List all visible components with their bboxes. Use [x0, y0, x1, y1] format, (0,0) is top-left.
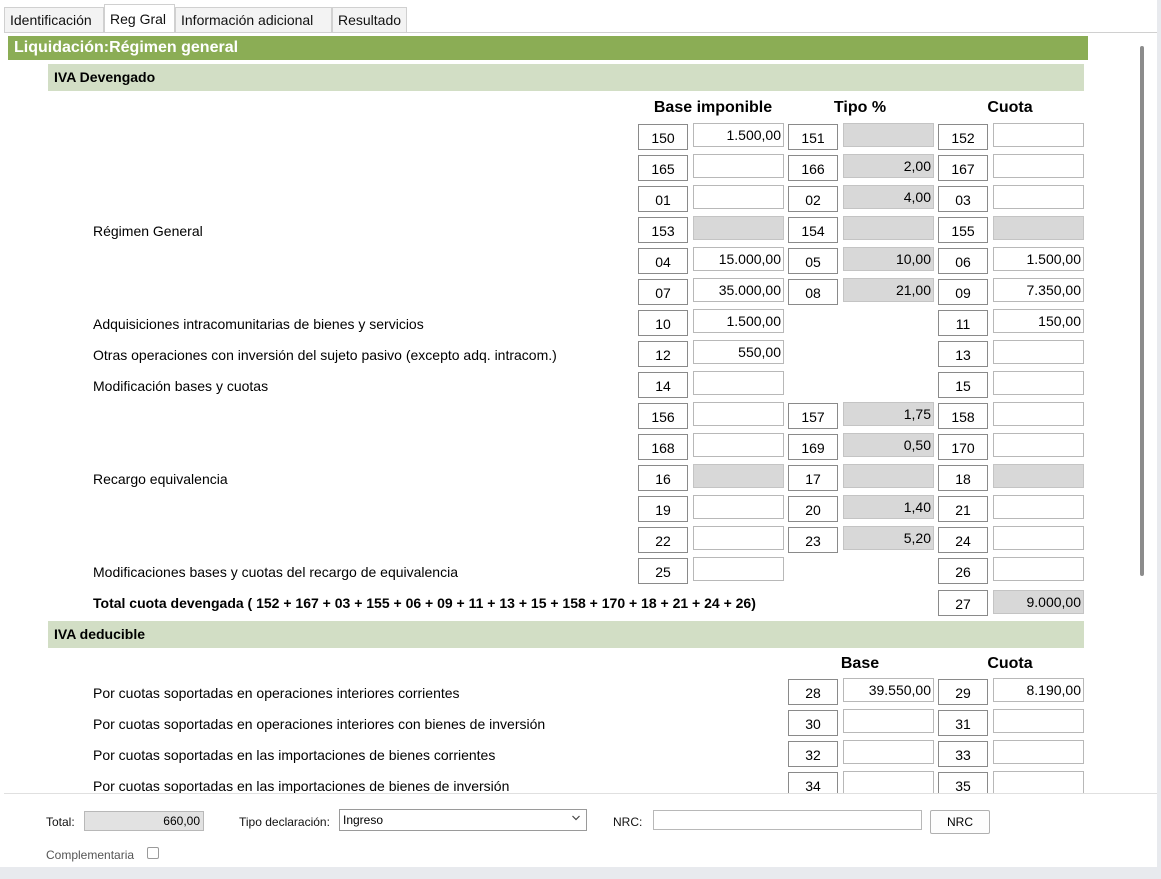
code-box: 20 [788, 496, 838, 522]
code-box: 32 [788, 741, 838, 767]
code-box: 28 [788, 679, 838, 705]
right-edge [1157, 0, 1161, 879]
section-iva-deducible: IVA deducible [48, 621, 1084, 648]
label-modificacion: Modificación bases y cuotas [93, 378, 269, 394]
cuota-field[interactable] [993, 495, 1084, 519]
cuota-field[interactable] [993, 709, 1084, 733]
tipo-field [843, 216, 934, 240]
page-title: Liquidación:Régimen general [8, 36, 1088, 60]
code-box: 12 [638, 341, 688, 367]
tipo-field: 5,20 [843, 526, 934, 550]
code-box: 14 [638, 372, 688, 398]
code-box: 33 [938, 741, 988, 767]
tipo-declaracion-value: Ingreso [343, 813, 384, 827]
nrc-label: NRC: [613, 815, 643, 829]
tab-informacion-adicional[interactable]: Información adicional [175, 7, 332, 32]
base-field[interactable] [843, 709, 934, 733]
code-box: 05 [788, 248, 838, 274]
code-box: 06 [938, 248, 988, 274]
label-modificaciones-recargo: Modificaciones bases y cuotas del recargo de equivalencia [93, 564, 458, 580]
section-iva-devengado: IVA Devengado [48, 64, 1084, 91]
code-box: 158 [938, 403, 988, 429]
base-field[interactable]: 39.550,00 [843, 678, 934, 702]
tipo-field: 10,00 [843, 247, 934, 271]
label-otras-operaciones: Otras operaciones con inversión del sujeto pasivo (excepto adq. intracom.) [93, 347, 557, 363]
label-regimen-general: Régimen General [93, 223, 203, 239]
tab-reg-gral[interactable]: Reg Gral [104, 4, 175, 33]
code-box: 150 [638, 124, 688, 150]
code-box: 25 [638, 558, 688, 584]
code-box: 02 [788, 186, 838, 212]
base-field[interactable] [693, 557, 784, 581]
tipo-declaracion-label: Tipo declaración: [239, 815, 330, 829]
complementaria-checkbox[interactable] [147, 847, 159, 859]
code-box: 21 [938, 496, 988, 522]
base-field[interactable]: 35.000,00 [693, 278, 784, 302]
vertical-scrollbar[interactable] [1139, 46, 1147, 793]
code-box: 151 [788, 124, 838, 150]
code-box: 15 [938, 372, 988, 398]
cuota-field [993, 464, 1084, 488]
code-box: 165 [638, 155, 688, 181]
tab-identificacion[interactable]: Identificación [4, 7, 104, 32]
code-box: 169 [788, 434, 838, 460]
scrollbar-thumb[interactable] [1140, 46, 1144, 576]
base-field[interactable] [693, 402, 784, 426]
code-box: 155 [938, 217, 988, 243]
code-box: 27 [938, 590, 988, 616]
label-adquisiciones: Adquisiciones intracomunitarias de bienes y servicios [93, 316, 424, 332]
code-box: 168 [638, 434, 688, 460]
tipo-field: 21,00 [843, 278, 934, 302]
code-box: 16 [638, 465, 688, 491]
tipo-field: 1,40 [843, 495, 934, 519]
code-box: 04 [638, 248, 688, 274]
bottom-edge [0, 867, 1161, 879]
cuota-field[interactable] [993, 154, 1084, 178]
nrc-button[interactable]: NRC [930, 810, 990, 834]
deducible-row-label: Por cuotas soportadas en operaciones interiores con bienes de inversión [93, 716, 546, 732]
cuota-field[interactable] [993, 371, 1084, 395]
cuota-field[interactable] [993, 557, 1084, 581]
code-box: 11 [938, 310, 988, 336]
base-field[interactable] [693, 495, 784, 519]
base-field[interactable]: 1.500,00 [693, 123, 784, 147]
cuota-field[interactable] [993, 740, 1084, 764]
base-field[interactable] [693, 154, 784, 178]
code-box: 154 [788, 217, 838, 243]
header-base-imponible: Base imponible [653, 99, 773, 116]
header-cuota-deducible: Cuota [987, 655, 1033, 672]
base-field[interactable] [693, 526, 784, 550]
code-box: 08 [788, 279, 838, 305]
code-box: 152 [938, 124, 988, 150]
cuota-field[interactable]: 150,00 [993, 309, 1084, 333]
deducible-row-label: Por cuotas soportadas en las importaciones de bienes de inversión [93, 778, 510, 793]
deducible-row-label: Por cuotas soportadas en operaciones interiores corrientes [93, 685, 460, 701]
cuota-field[interactable] [993, 433, 1084, 457]
code-box: 167 [938, 155, 988, 181]
tipo-field: 2,00 [843, 154, 934, 178]
code-box: 09 [938, 279, 988, 305]
header-cuota: Cuota [987, 99, 1033, 116]
base-field[interactable]: 15.000,00 [693, 247, 784, 271]
code-box: 166 [788, 155, 838, 181]
footer-panel [4, 793, 1157, 867]
code-box: 157 [788, 403, 838, 429]
deducible-row-label: Por cuotas soportadas en las importaciones de bienes corrientes [93, 747, 496, 763]
code-box: 17 [788, 465, 838, 491]
cuota-field[interactable] [993, 340, 1084, 364]
code-box: 10 [638, 310, 688, 336]
cuota-field[interactable] [993, 526, 1084, 550]
base-field[interactable]: 1.500,00 [693, 309, 784, 333]
tipo-declaracion-select[interactable] [339, 809, 587, 831]
total-field: 660,00 [84, 811, 204, 831]
tipo-field: 4,00 [843, 185, 934, 209]
code-box: 34 [788, 772, 838, 793]
tipo-field: 0,50 [843, 433, 934, 457]
cuota-field [993, 216, 1084, 240]
code-box: 22 [638, 527, 688, 553]
code-box: 01 [638, 186, 688, 212]
cuota-field[interactable] [993, 185, 1084, 209]
cuota-field[interactable]: 8.190,00 [993, 678, 1084, 702]
complementaria-label: Complementaria [46, 848, 135, 862]
tab-strip [0, 0, 1161, 33]
base-field[interactable] [843, 740, 934, 764]
code-box: 30 [788, 710, 838, 736]
code-box: 07 [638, 279, 688, 305]
base-field[interactable] [693, 371, 784, 395]
code-box: 29 [938, 679, 988, 705]
label-total-devengada: Total cuota devengada ( 152 + 167 + 03 + 155 + 06 + 09 + 11 + 13 + 15 + 158 + 170 + 18 + 21 + 24 + 26) [93, 595, 756, 611]
base-field[interactable]: 550,00 [693, 340, 784, 364]
base-field[interactable] [693, 433, 784, 457]
tab-resultado[interactable]: Resultado [332, 7, 407, 32]
code-box: 156 [638, 403, 688, 429]
content-panel [4, 33, 1157, 793]
code-box: 24 [938, 527, 988, 553]
code-box: 03 [938, 186, 988, 212]
base-field [693, 216, 784, 240]
tipo-field: 1,75 [843, 402, 934, 426]
code-box: 19 [638, 496, 688, 522]
code-box: 23 [788, 527, 838, 553]
chevron-down-icon [572, 814, 580, 822]
nrc-input[interactable] [653, 810, 922, 830]
cuota-field[interactable]: 1.500,00 [993, 247, 1084, 271]
total-label: Total: [46, 815, 75, 829]
tipo-field [843, 464, 934, 488]
base-field[interactable] [843, 771, 934, 793]
cuota-field[interactable]: 7.350,00 [993, 278, 1084, 302]
code-box: 18 [938, 465, 988, 491]
header-tipo: Tipo % [833, 99, 887, 116]
base-field[interactable] [693, 185, 784, 209]
total-cuota-field: 9.000,00 [993, 590, 1084, 614]
code-box: 26 [938, 558, 988, 584]
code-box: 153 [638, 217, 688, 243]
code-box: 170 [938, 434, 988, 460]
code-box: 35 [938, 772, 988, 793]
base-field [693, 464, 784, 488]
label-recargo: Recargo equivalencia [93, 471, 228, 487]
cuota-field[interactable] [993, 771, 1084, 793]
cuota-field[interactable] [993, 123, 1084, 147]
cuota-field[interactable] [993, 402, 1084, 426]
tipo-field [843, 123, 934, 147]
code-box: 31 [938, 710, 988, 736]
code-box: 13 [938, 341, 988, 367]
header-base: Base [840, 655, 880, 672]
